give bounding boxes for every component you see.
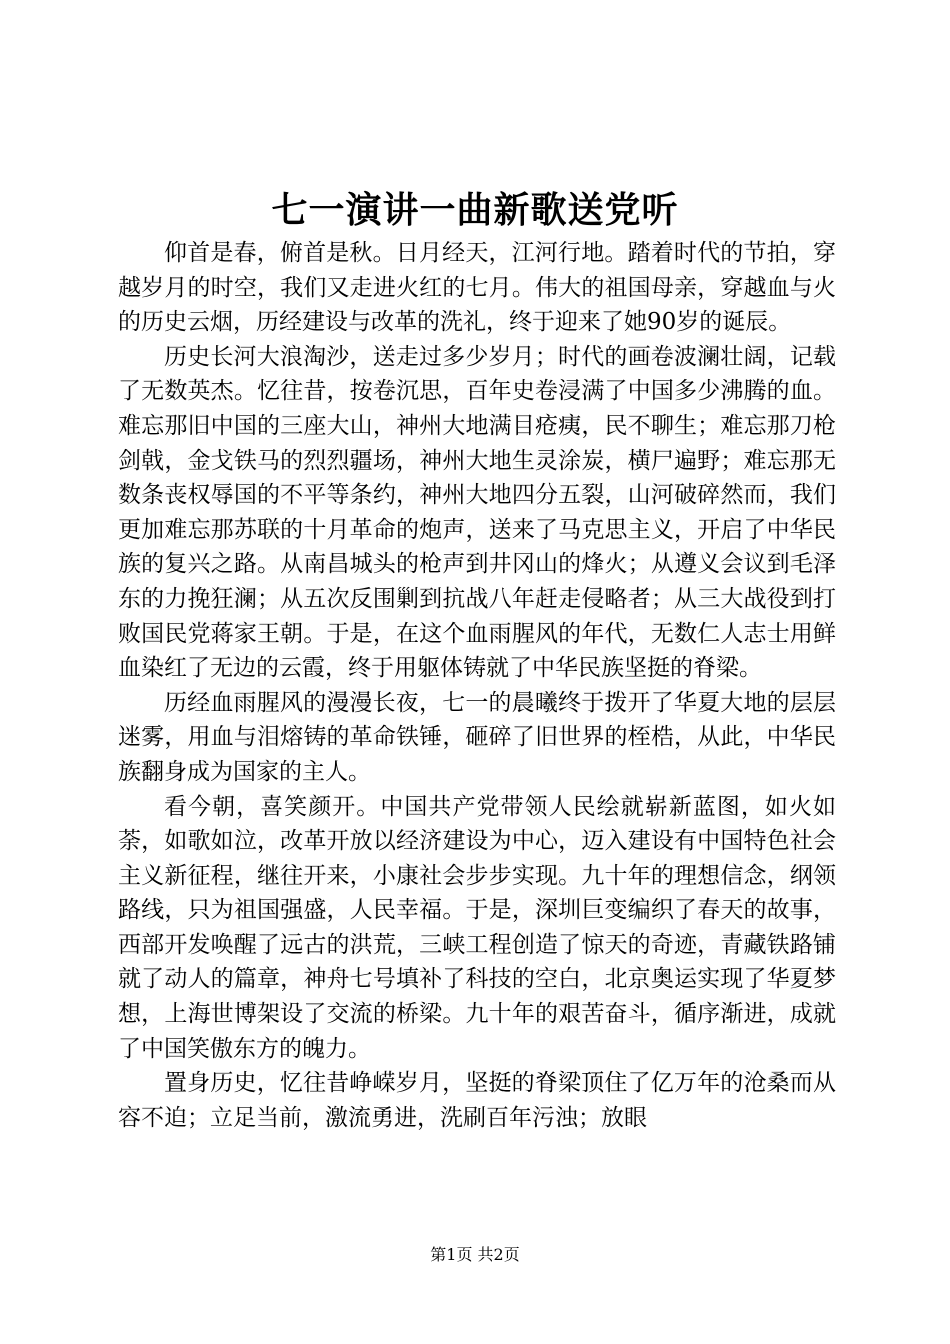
document-body <box>118 236 836 1135</box>
paragraph-2: 历史长河大浪淘沙，送走过多少岁月；时代的画卷波澜壮阔，记载了无数英杰。忆往昔，按卷沉思，百年史卷浸满了中国多少沸腾的血。难忘那旧中国的三座大山，神州大地满目疮痍，民不聊生；难忘那刀枪剑戟，金戈铁马的烈烈疆场，神州大地生灵涂炭，横尸遍野；难忘那无数条丧权辱国的不平等条约，神州大地四分五裂，山河破碎然而，我们更加难忘那苏联的十月革命的炮声，送来了马克思主义，开启了中华民族的复兴之路。从南昌城头的枪声到井冈山的烽火；从遵义会议到毛泽东的力挽狂澜；从五次反围剿到抗战八年赶走侵略者；从三大战役到打败国民党蒋家王朝。于是，在这个血雨腥风的年代，无数仁人志士用鲜血染红了无边的云霞，终于用躯体铸就了中华民族坚挺的脊梁。 <box>118 343 836 682</box>
paragraph-3: 历经血雨腥风的漫漫长夜，七一的晨曦终于拨开了华夏大地的层层迷雾，用血与泪熔铸的革命铁锤，砸碎了旧世界的桎梏，从此，中华民族翻身成为国家的主人。 <box>118 689 836 785</box>
paragraph-5: 置身历史，忆往昔峥嵘岁月，坚挺的脊梁顶住了亿万年的沧桑而从容不迫；立足当前，激流勇进，洗刷百年污浊；放眼 <box>118 1070 836 1131</box>
paragraph-1: 仰首是春，俯首是秋。日月经天，江河行地。踏着时代的节拍，穿越岁月的时空，我们又走进火红的七月。伟大的祖国母亲，穿越血与火的历史云烟，历经建设与改革的洗礼，终于迎来了她90岁的诞辰。 <box>118 240 836 336</box>
document-title: 七一演讲一曲新歌送党听 <box>271 189 679 231</box>
paragraph-4: 看今朝，喜笑颜开。中国共产党带领人民绘就崭新蓝图，如火如荼，如歌如泣，改革开放以经济建设为中心，迈入建设有中国特色社会主义新征程，继往开来，小康社会步步实现。九十年的理想信念，纲领路线，只为祖国强盛，人民幸福。于是，深圳巨变编织了春天的故事，西部开发唤醒了远古的洪荒，三峡工程创造了惊天的奇迹，青藏铁路铺就了动人的篇章，神舟七号填补了科技的空白，北京奥运实现了华夏梦想，上海世博架设了交流的桥梁。九十年的艰苦奋斗，循序渐进，成就了中国笑傲东方的魄力。 <box>118 793 836 1062</box>
page-footer: 第1页 共2页 <box>430 1245 520 1264</box>
